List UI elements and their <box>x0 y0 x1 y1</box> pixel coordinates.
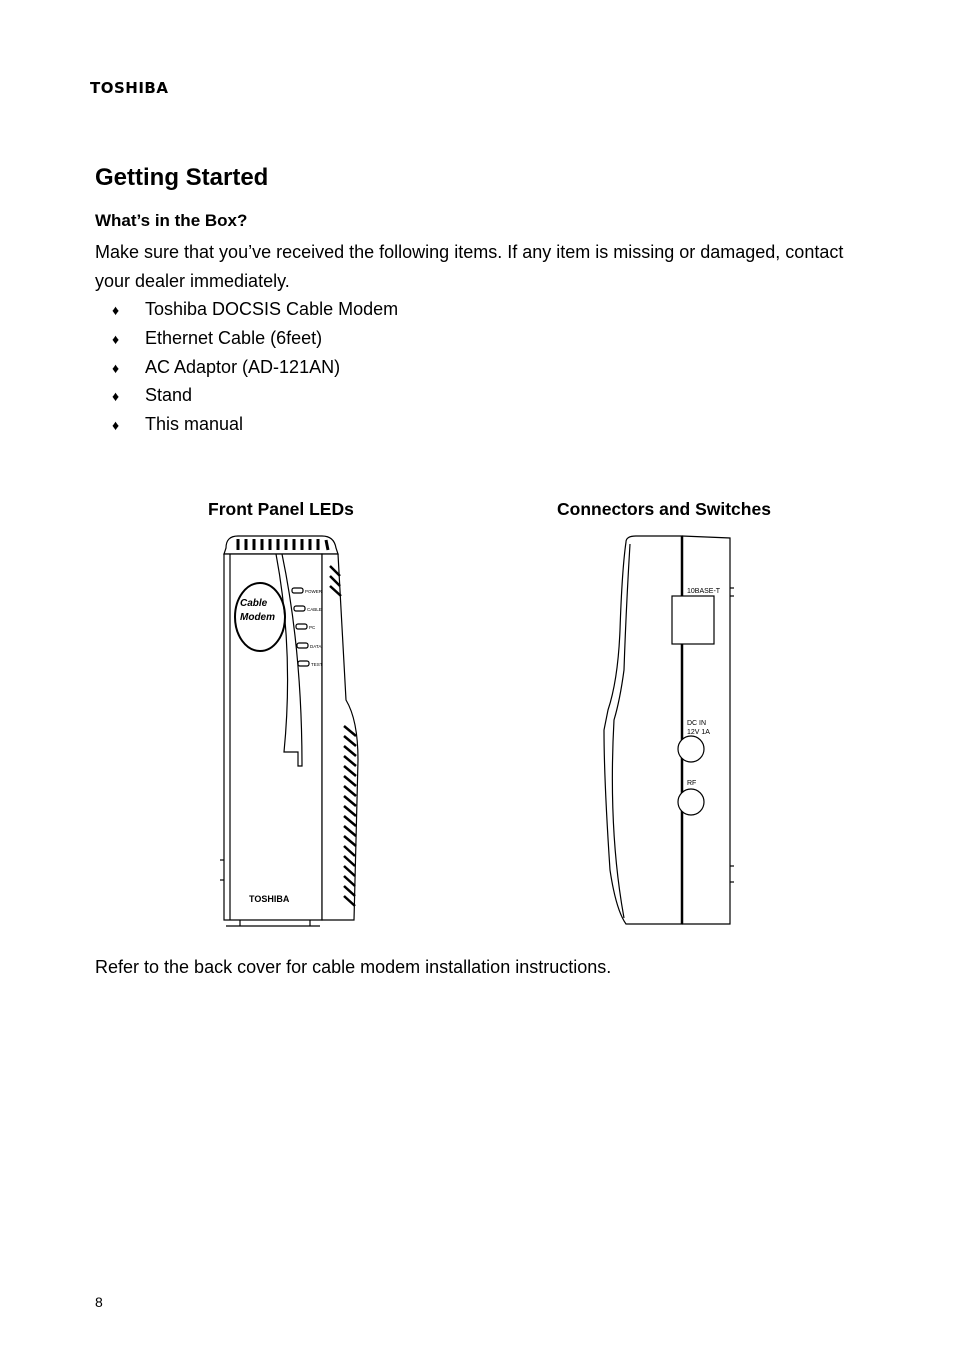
logo-text-modem: Modem <box>240 612 275 623</box>
list-item-text: AC Adaptor (AD-121AN) <box>145 356 341 377</box>
list-item <box>112 410 398 439</box>
intro-paragraph: Make sure that you’ve received the following items. If any item is missing or damaged, contact your dealer immediately. <box>95 242 844 291</box>
bullet-icon: ♦ <box>112 302 120 318</box>
port-label-dc-in: DC IN <box>687 720 707 727</box>
page-title: Getting Started <box>95 164 269 191</box>
bullet-icon: ♦ <box>112 388 120 405</box>
modem-front-illustration <box>210 530 360 930</box>
list-item <box>112 324 398 353</box>
led-label: DATA <box>310 644 322 649</box>
led-label: PC <box>309 625 316 630</box>
list-item-text: This manual <box>145 414 244 435</box>
list-item-text: Stand <box>145 385 193 406</box>
logo-text-cable: Cable <box>240 598 268 609</box>
led-label: TEST <box>311 662 323 667</box>
port-label-ethernet: 10BASE-T <box>687 588 721 595</box>
bullet-icon: ♦ <box>112 330 120 347</box>
list-item <box>112 295 398 324</box>
led-label: POWER <box>305 589 323 594</box>
page-number: 8 <box>95 1294 103 1310</box>
rf-connector <box>678 789 704 815</box>
list-item-text: Toshiba DOCSIS Cable Modem <box>145 299 399 319</box>
device-brand: TOSHIBA <box>249 894 290 904</box>
connectors-caption: Connectors and Switches <box>557 499 771 519</box>
bullet-icon: ♦ <box>112 359 120 376</box>
port-label-dc-rating: 12V 1A <box>687 729 710 736</box>
list-item <box>112 353 398 382</box>
modem-side-illustration <box>590 530 750 930</box>
list-item-text: Ethernet Cable (6feet) <box>145 327 323 348</box>
led-label: CABLE <box>307 607 322 612</box>
install-note: Refer to the back cover for cable modem installation instructions. <box>95 957 612 977</box>
bullet-icon: ♦ <box>112 417 120 434</box>
box-contents-list <box>112 295 398 439</box>
front-panel-caption: Front Panel LEDs <box>208 499 354 519</box>
ethernet-port <box>672 596 714 644</box>
list-item <box>112 381 398 410</box>
dc-in-jack <box>678 736 704 762</box>
brand-logo: TOSHIBA <box>90 79 169 97</box>
section-subtitle: What’s in the Box? <box>95 211 248 230</box>
port-label-rf: RF <box>687 780 697 787</box>
